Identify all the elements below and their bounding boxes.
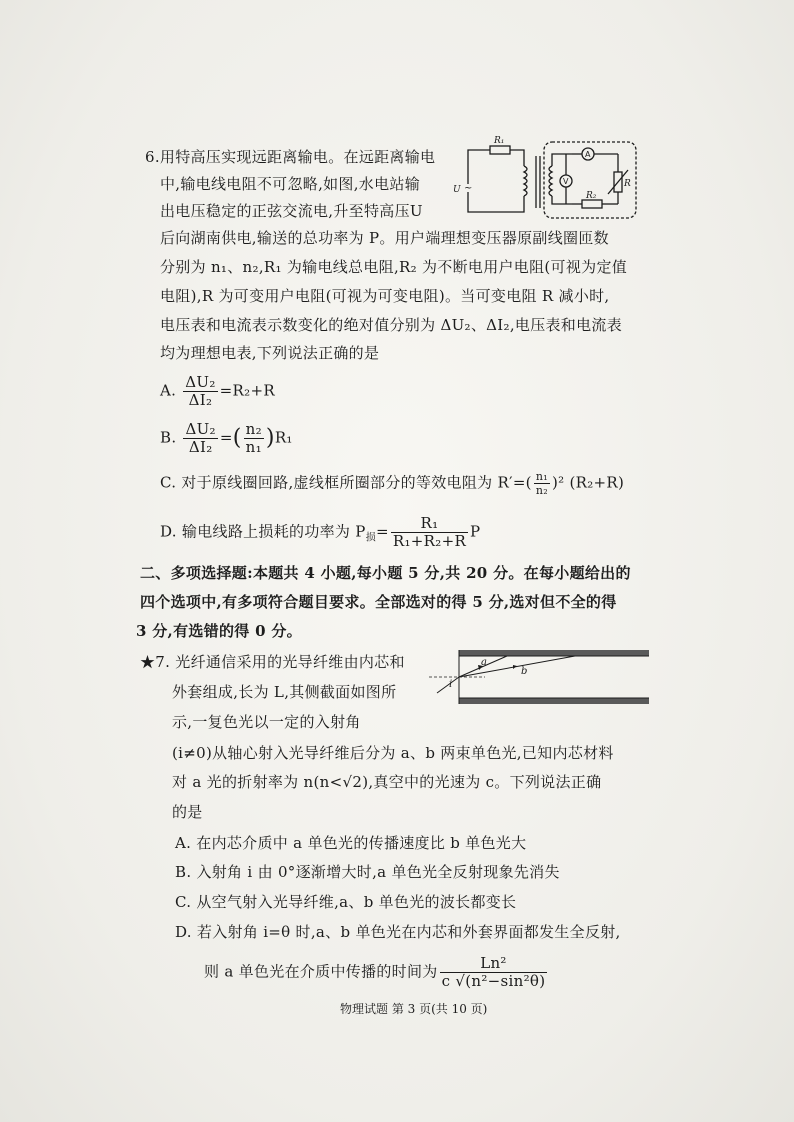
frac-den: ΔI₂: [188, 438, 213, 456]
voltmeter-label: V: [563, 177, 569, 186]
equals: =: [376, 522, 389, 541]
q6-line-1: 6.用特高压实现远距离输电。在远距离输电: [145, 148, 436, 166]
q6-option-a-fraction: [183, 374, 217, 409]
q6-option-b-fraction: [183, 421, 217, 456]
q7-line-4: (i≠0)从轴心射入光导纤维后分为 a、b 两束单色光,已知内芯材料: [172, 744, 614, 762]
frac-den: n₁: [245, 438, 262, 456]
q6-option-d-text: D. 输电线路上损耗的功率为 P: [160, 522, 366, 541]
frac-num: ΔU₂: [185, 373, 216, 391]
q6-line-7: 电压表和电流表示数变化的绝对值分别为 ΔU₂、ΔI₂,电压表和电流表: [160, 316, 622, 334]
q6-line-3: 出电压稳定的正弦交流电,升至特高压U: [160, 202, 423, 220]
q6-option-d-rest: P: [470, 522, 481, 541]
q6-line-8: 均为理想电表,下列说法正确的是: [160, 344, 380, 362]
q7-option-d-fraction: [440, 955, 548, 990]
ray-b-label: b: [521, 666, 528, 677]
q6-line-4: 后向湖南供电,输送的总功率为 P。用户端理想变压器原副线圈匝数: [160, 229, 609, 247]
q6-line-5: 分别为 n₁、n₂,R₁ 为输电线总电阻,R₂ 为不断电用户电阻(可视为定值: [160, 258, 628, 276]
q7-line-2: 外套组成,长为 L,其侧截面如图所: [172, 683, 397, 701]
q7-option-d-text: 则 a 单色光在介质中传播的时间为: [204, 962, 438, 981]
frac-num: ΔU₂: [185, 420, 216, 438]
q7-line-1: ★7. 光纤通信采用的光导纤维由内芯和: [140, 653, 405, 671]
q6-option-c-rest: )² (R₂+R): [551, 473, 625, 492]
equals: =: [219, 428, 233, 447]
frac-den: c √(n²−sin²θ): [441, 972, 546, 990]
section2-line-3: 3 分,有选错的得 0 分。: [136, 622, 302, 640]
q6-option-b-label: B.: [160, 428, 177, 447]
u-label: U: [453, 185, 461, 195]
q7-option-b: B. 入射角 i 由 0°逐渐增大时,a 单色光全反射现象先消失: [175, 863, 560, 881]
q6-option-b-ratio: [244, 421, 264, 456]
q7-option-d: D. 若入射角 i=θ 时,a、b 单色光在内芯和外套界面都发生全反射,: [175, 923, 621, 941]
q6-option-a-rest: =R₂+R: [219, 381, 275, 400]
q7-option-d-continued: [204, 955, 549, 990]
frac-num: R₁: [391, 515, 468, 533]
q6-option-c-text: C. 对于原线圈回路,虚线框所圈部分的等效电阻为 R′=(: [160, 473, 532, 492]
frac-num: n₂: [245, 420, 262, 438]
q7-line-5: 对 a 光的折射率为 n(n<√2),真空中的光速为 c。下列说法正确: [172, 773, 602, 791]
q6-option-c: [160, 470, 624, 497]
frac-den: R₁+R₂+R: [392, 532, 467, 550]
q6-line-2: 中,输电线电阻不可忽略,如图,水电站输: [160, 175, 421, 193]
q6-option-b: B. $\frac{\text{ΔU₂}}{\text{ΔI₂}}$ =( $\frac{\text{n₂}}{\text{n₁}}$ )R₁: [160, 420, 293, 456]
q6-option-d: [160, 515, 480, 550]
ac-source-icon: ~: [464, 183, 473, 194]
ray-a-label: a: [481, 657, 487, 668]
frac-num: n₁: [535, 470, 548, 483]
q6-option-c-fraction: [534, 470, 550, 497]
q6-option-d-fraction: [391, 515, 468, 550]
q7-line-3: 示,一复色光以一定的入射角: [172, 713, 361, 731]
ammeter-label: A: [585, 150, 591, 159]
q7-line-6: 的是: [172, 803, 203, 821]
transformer-circuit-diagram: [450, 132, 640, 222]
frac-num: Ln²: [440, 955, 548, 973]
section2-line-1: 二、多项选择题:本题共 4 小题,每小题 5 分,共 20 分。在每小题给出的: [140, 564, 631, 582]
q6-option-b-rest: R₁: [274, 428, 293, 447]
frac-den: ΔI₂: [188, 391, 213, 409]
q7-option-a: A. 在内芯介质中 a 单色光的传播速度比 b 单色光大: [175, 834, 527, 852]
r-label: R: [624, 179, 631, 189]
q6-option-a: [160, 374, 275, 409]
optical-fiber-diagram: [425, 645, 655, 711]
q7-option-c: C. 从空气射入光导纤维,a、b 单色光的波长都变长: [175, 893, 517, 911]
subscript: 损: [365, 532, 377, 544]
r1-label: R₁: [494, 136, 505, 146]
angle-i-label: i: [449, 679, 453, 690]
q6-option-a-label: A.: [160, 381, 177, 400]
frac-den: n₂: [535, 484, 548, 497]
page-footer: 物理试题 第 3 页(共 10 页): [340, 1002, 488, 1016]
section2-line-2: 四个选项中,有多项符合题目要求。全部选对的得 5 分,选对但不全的得: [140, 593, 617, 611]
r2-label: R₂: [586, 191, 597, 201]
q6-line-6: 电阻),R 为可变用户电阻(可视为可变电阻)。当可变电阻 R 减小时,: [160, 287, 610, 305]
